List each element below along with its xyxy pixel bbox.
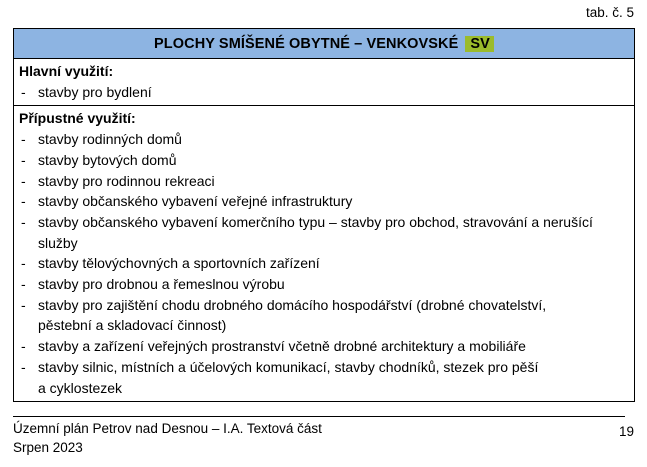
footer-divider <box>13 416 625 417</box>
list-item <box>14 129 629 150</box>
land-use-code-badge: SV <box>465 36 494 52</box>
list-item <box>14 295 629 336</box>
list-item-text: stavby a zařízení veřejných prostranství včetně drobné architektury a mobiliáře <box>38 338 526 355</box>
list-item-dash: - <box>21 83 26 100</box>
list-item-text: stavby občanského vybavení veřejné infrastruktury <box>38 193 353 210</box>
list-item-dash: - <box>21 338 26 355</box>
table-section <box>14 59 634 106</box>
list-item-text: stavby pro drobnou a řemeslnou výrobu <box>38 276 285 293</box>
table-sections <box>14 59 634 401</box>
list-item <box>14 171 629 192</box>
list-item <box>14 357 629 398</box>
list-item-dash: - <box>21 172 26 189</box>
list-item <box>14 82 629 103</box>
list-item-dash: - <box>21 358 26 375</box>
section-label: Přípustné využití: <box>19 110 136 127</box>
list-item-text: stavby rodinných domů <box>38 131 182 148</box>
land-use-table <box>13 28 635 402</box>
list-item-text: stavby pro bydlení <box>38 83 152 100</box>
list-item-text: stavby silnic, místních a účelových komunikací, stavby chodníků, stezek pro pěší a cyklostezek <box>38 358 539 396</box>
list-item-dash: - <box>21 213 26 230</box>
section-label: Hlavní využití: <box>19 63 114 79</box>
table-section <box>14 106 634 401</box>
list-item-text: stavby tělovýchovných a sportovních zařízení <box>38 255 320 272</box>
list-item-dash: - <box>21 193 26 210</box>
list-item <box>14 212 629 253</box>
table-header <box>14 29 634 59</box>
table-caption: tab. č. 5 <box>585 5 634 20</box>
table-title: PLOCHY SMÍŠENÉ OBYTNÉ – VENKOVSKÉ <box>154 35 459 52</box>
list-item-dash: - <box>21 151 26 168</box>
list-item-dash: - <box>21 276 26 293</box>
list-item-dash: - <box>21 296 26 313</box>
page-number: 19 <box>618 424 634 439</box>
list-item-dash: - <box>21 131 26 148</box>
page-footer <box>13 420 322 457</box>
footer-document-title: Územní plán Petrov nad Desnou – I.A. Textová část <box>13 421 322 436</box>
list-item <box>14 336 629 357</box>
list-item <box>14 274 629 295</box>
list-item <box>14 191 629 212</box>
list-item-text: stavby pro rodinnou rekreaci <box>38 172 215 189</box>
list-item-dash: - <box>21 255 26 272</box>
list-item <box>14 150 629 171</box>
footer-date: Srpen 2023 <box>13 439 83 455</box>
list-item-text: stavby bytových domů <box>38 151 177 168</box>
list-item <box>14 253 629 274</box>
list-item-text: stavby pro zajištění chodu drobného domácího hospodářství (drobné chovatelství, pěstební a skladovací činnost) <box>38 296 547 334</box>
list-item-text: stavby občanského vybavení komerčního typu – stavby pro obchod, stravování a nerušící služby <box>38 213 593 251</box>
